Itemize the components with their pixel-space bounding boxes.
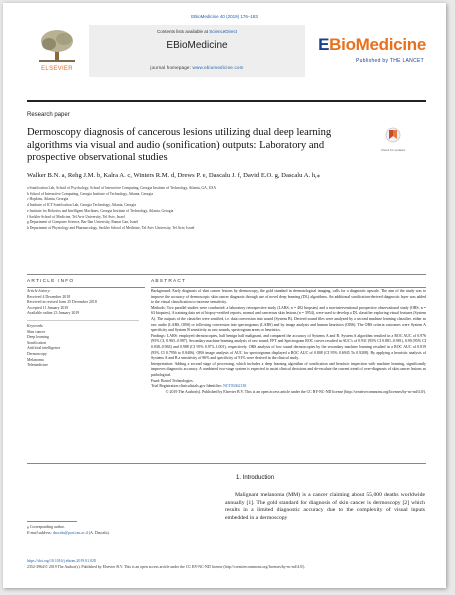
- keywords-divider: [27, 320, 139, 321]
- paper-page: [3, 3, 446, 588]
- brand-rest: BioMedicine: [329, 35, 426, 54]
- abstract-body: [151, 289, 426, 395]
- corresponding-footnote: [27, 525, 110, 536]
- email-suffix: (A. Dascalu).: [88, 530, 110, 535]
- homepage-prefix: journal homepage:: [150, 65, 192, 70]
- contents-prefix: Contents lists available at: [156, 29, 208, 34]
- keyword: Deep learning: [27, 335, 49, 340]
- ebiomedicine-logo: [318, 35, 426, 55]
- body-rule: [27, 463, 426, 464]
- doi-block: [27, 559, 305, 570]
- trial-prefix: Trial Registration clinicaltrials.gov Identifier:: [151, 384, 222, 389]
- keyword: Artificial intelligence: [27, 346, 61, 351]
- affiliations: [27, 186, 426, 232]
- affiliation: b School of Interactive Computing, Georgia Institute of Technology, Atlanta, Georgia: [27, 191, 153, 196]
- doi-link[interactable]: https://doi.org/10.1016/j.ebiom.2019.01.028: [27, 559, 96, 563]
- article-info-heading: ARTICLE INFO: [27, 279, 75, 284]
- abstract-copyright: © 2019 The Author(s). Published by Elsevier B.V. This is an open access article under the CC BY-NC-ND license (http://creativecommons.org/licenses/by-nc-nd/4.0/).: [165, 389, 426, 394]
- lancet-tagline: Published by THE LANCET: [356, 58, 424, 64]
- footnote-rule: [27, 521, 77, 522]
- contents-line: [89, 29, 305, 34]
- brand-e: E: [318, 35, 330, 54]
- history-label: Article history:: [27, 289, 51, 293]
- elsevier-logo: [27, 25, 87, 77]
- affiliation: g Department of Computer Science, Bar-Ilan University, Ramat Gan, Israel: [27, 220, 139, 225]
- email-line: [27, 531, 110, 537]
- abstract-fund: Fund: Bostel Technologies.: [151, 378, 194, 383]
- journal-header: [27, 25, 426, 77]
- email-label: E-mail address:: [27, 530, 52, 535]
- email-link[interactable]: dascalu@post.tau.ac.il: [52, 530, 88, 535]
- header-rule: [27, 100, 426, 102]
- affiliation: a Sonification Lab, School of Psychology, School of Interactive Computing, Georgia Institute of Technology, Atlanta, GA, USA: [27, 186, 217, 190]
- introduction-paragraph: Malignant melanoma (MM) is a cancer claiming about 55,000 deaths worldwide annually [1]. The gold standard for diagnosis of skin cancer is dermoscopy [2] which results in a limited diagnostic accuracy due to the complexity of visual inputs embedded in a dermoscopy: [225, 492, 425, 522]
- keyword: Skin cancer: [27, 329, 46, 334]
- sciencedirect-link[interactable]: ScienceDirect: [209, 29, 238, 34]
- check-for-updates-label: Check for updates: [380, 148, 406, 152]
- check-for-updates-icon[interactable]: [385, 127, 401, 147]
- abstract-rule: [151, 287, 426, 288]
- keyword: Telemedicine: [27, 363, 48, 368]
- introduction-heading: 1. Introduction: [236, 475, 275, 481]
- keyword: Melanoma: [27, 357, 44, 362]
- history-entry: Received 4 December 2018: [27, 294, 71, 299]
- abstract-interpretation: Interpretation: Adding a second stage of processing, which includes a deep learning algorithm of sonification and heuristic inspection with machine learning, significantly improves diagnostic accuracy. A combined two-stage system is expected to assist clinical decisions and de-escalate the current trend of over-diagnosis of skin cancer lesions as pathological.: [151, 361, 426, 377]
- corresponding-author: ⁎ Corresponding author.: [27, 525, 65, 529]
- keyword: Sonification: [27, 340, 47, 345]
- homepage-link[interactable]: www.ebiomedicine.com: [192, 65, 244, 70]
- introduction-body: [225, 492, 425, 523]
- author-list: Walker B.N. a, Rehg J.M. b, Kalra A. c, Winters R.M. d, Drews P. e, Dascalu J. f, David E.O. g, Dascalu A. h,⁎: [27, 172, 321, 179]
- keywords-label: Keywords:: [27, 323, 44, 328]
- article-info: [27, 289, 147, 369]
- issn-line: 2352-3964/© 2019 The Author(s). Published by Elsevier B.V. This is an open access article under the CC BY-NC-ND license (http://creativecommons.org/licenses/by-nc-nd/4.0/).: [27, 564, 306, 569]
- history-entry: Accepted 11 January 2019: [27, 305, 69, 310]
- affiliation: f Sackler School of Medicine, Tel Aviv University, Tel Aviv, Israel: [27, 214, 125, 219]
- affiliation: e Institute for Robotics and Intelligent Machines, Georgia Institute of Technology, Atlanta, Georgia: [27, 208, 174, 213]
- affiliation: h Department of Physiology and Pharmacology, Sackler School of Medicine, Tel Aviv University, Tel Aviv, Israel: [27, 225, 195, 230]
- affiliation: d Institute of ICT Sonification Lab, Georgia Technology, Atlanta, Georgia: [27, 203, 137, 208]
- homepage-line: [89, 65, 305, 70]
- info-rule: [27, 287, 145, 288]
- elsevier-wordmark: ELSEVIER: [41, 66, 73, 72]
- elsevier-tree-icon: [37, 29, 77, 63]
- abstract-methods: Methods: Two parallel studies were conducted: a laboratory retrospective study (LABS, n = 482 biopsies) and a non-interventional prospective observational study (OBS, n = 63 biopsies). A training data set of biopsy-verified reports, normal and cancerous skin lesions (n = 3954), were used to develop a DL classifier exploring visual features (System A). The outputs of the classifier were sonified, i.e. data conversion into sound (System B). Derived sound files were analyzed by a second machine learning classifier, either as raw audio (LABS, OBS) or following conversion into spectrograms (LABS) and by image analysis and human heuristics (OBS). The OBS criteria outcomes were System A specificity and System B sensitivity as raw sounds, spectrogram areas or heuristics.: [151, 305, 426, 333]
- affiliation: c Hopkins, Atlanta, Georgia: [27, 197, 69, 202]
- abstract-findings: Findings: LABS: employed dermoscopies, half benign half malignant, and compared the accuracy of Systems A and B. System A algorithm resulted in a ROC AUC of 0.976 (95% CI, 0.965–0.987). Secondary machine learning analysis of raw sound, FFT and Spectrogram ROC curves resulted in AUC's of 0.931 (95% CI 0.881–0.981), 0.90 (95% CI 0.838–0.963) and 0.988 (CI 95% 0.973–1.001), respectively. OBS analysis of low sound dermoscopies by the secondary machine learning resulted in a ROC AUC of 0.819 (95% CI 0.7956 to 0.8406). OBS image analysis of AUC for spectrograms displayed a ROC AUC of 0.808 (CI 95% 0.6945 To 0.9208). By applying a heuristic analysis of Systems A and B a sensitivity of 86% and specificity of 91% were derived in the clinical study.: [151, 333, 426, 361]
- keyword: Dermoscopy: [27, 351, 47, 356]
- journal-citation[interactable]: EBioMedicine 40 (2019) 176–183: [191, 14, 258, 19]
- journal-brand: [309, 25, 426, 77]
- abstract-heading: ABSTRACT: [151, 279, 187, 284]
- article-type: Research paper: [27, 112, 70, 118]
- history-entry: Received in revised form 25 December 2018: [27, 300, 97, 305]
- article-title: Dermoscopy diagnosis of cancerous lesions utilizing dual deep learning algorithms via visual and audio (sonification) outputs: Laboratory and prospective observational studies: [27, 127, 332, 163]
- history-entry: Available online 23 January 2019: [27, 311, 80, 316]
- section-rule: [27, 274, 426, 275]
- journal-info-box: [89, 25, 305, 77]
- abstract-background: Background: Early diagnosis of skin cancer lesions by dermoscopy, the gold standard in dermatological imaging, calls for a diagnostic upscale. The aim of the study was to improve the accuracy of dermoscopic skin cancer diagnosis through use of novel deep learning (DL) algorithms. An additional sonification-derived diagnostic layer was added to the visual classification to increase sensitivity.: [151, 289, 426, 305]
- journal-name: EBioMedicine: [166, 40, 228, 51]
- trial-id-link[interactable]: NCT03362138: [222, 384, 247, 389]
